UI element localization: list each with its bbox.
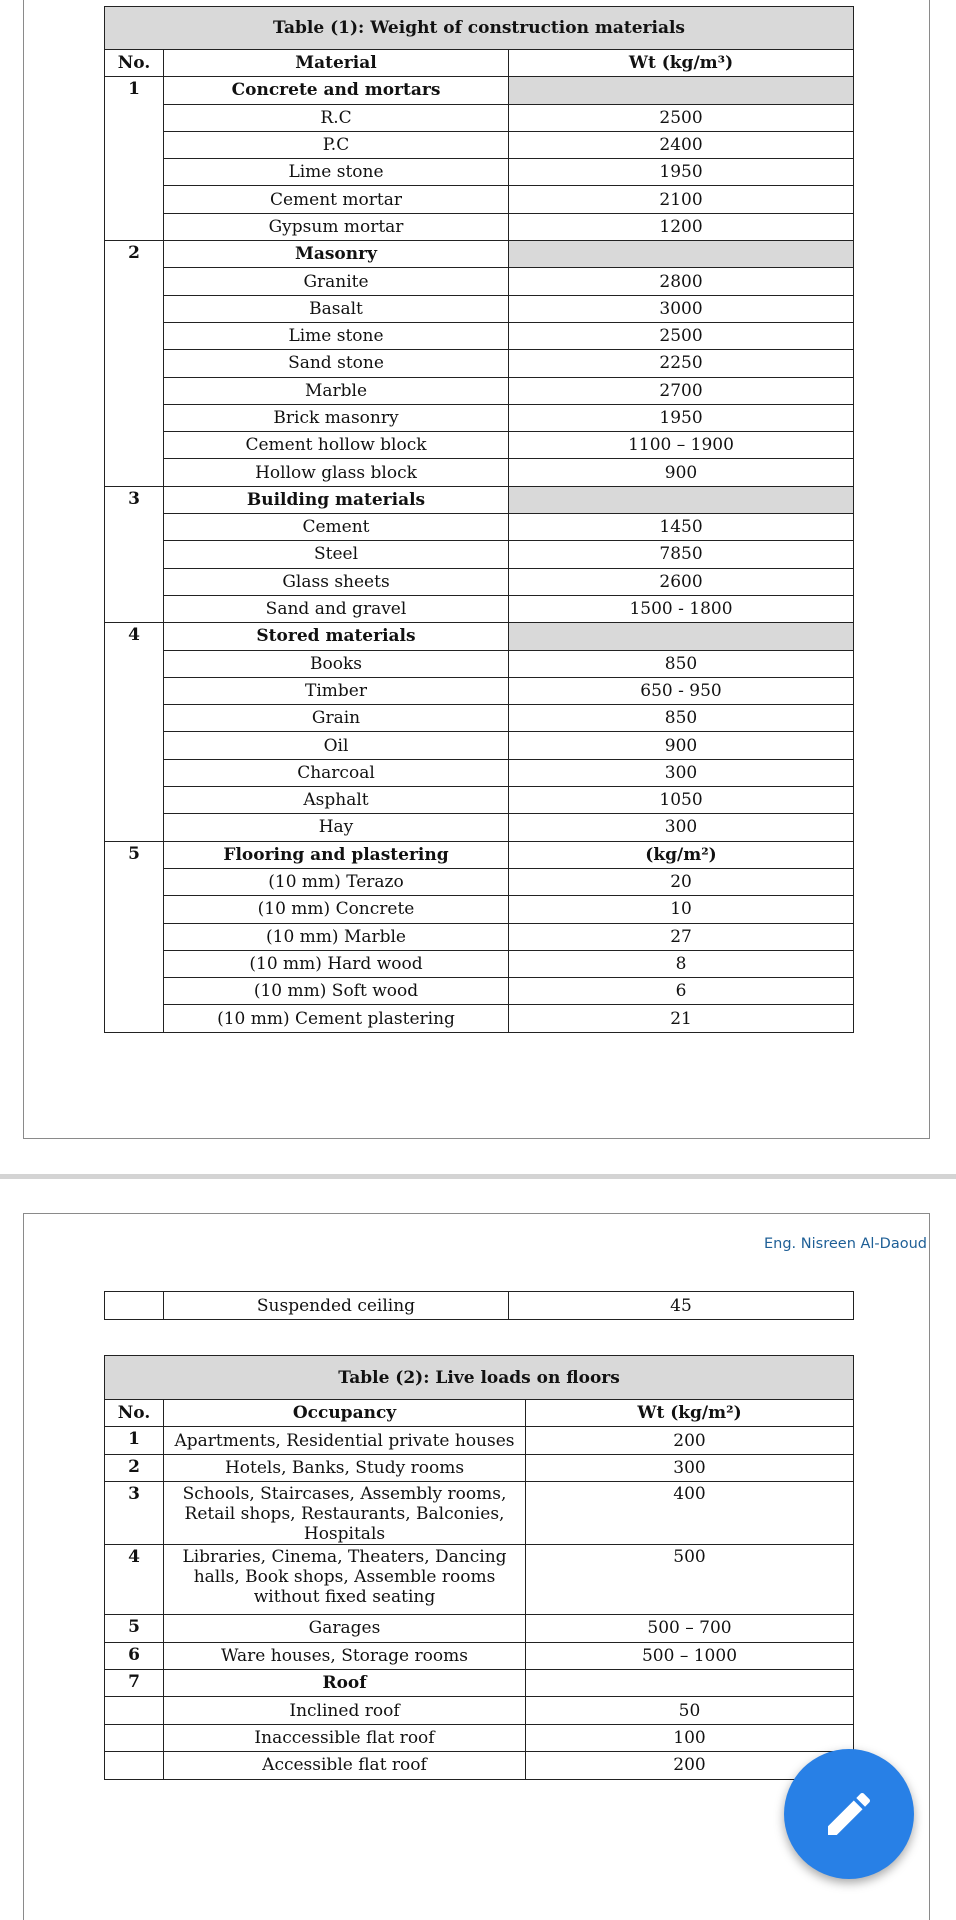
- table-row: [105, 1545, 854, 1615]
- weight-cell: 900: [509, 459, 854, 486]
- weight-cell: 850: [509, 650, 854, 677]
- weight-cell: 2100: [509, 186, 854, 213]
- weight-cell: 7850: [509, 541, 854, 568]
- group-row: [105, 241, 854, 268]
- weight-cell: 300: [526, 1454, 854, 1481]
- occupancy-cell: Libraries, Cinema, Theaters, Dancing halls, Book shops, Assemble rooms without fixed seating: [164, 1545, 526, 1615]
- material-cell: Lime stone: [164, 322, 509, 349]
- table-row: [105, 1427, 854, 1454]
- table-row: [105, 1615, 854, 1642]
- weight-cell: 2700: [509, 377, 854, 404]
- number-cell: 5: [105, 1615, 164, 1642]
- group-row: [105, 77, 854, 104]
- weight-cell: 3000: [509, 295, 854, 322]
- table-row: [105, 896, 854, 923]
- table-header-row: [105, 50, 854, 77]
- table-row: [105, 1482, 854, 1545]
- material-cell: Hollow glass block: [164, 459, 509, 486]
- weight-cell: 100: [526, 1724, 854, 1751]
- weight-cell: 200: [526, 1427, 854, 1454]
- group-number: 1: [105, 77, 164, 241]
- table-row: [105, 377, 854, 404]
- weight-cell: 1500 - 1800: [509, 595, 854, 622]
- table-row: [105, 541, 854, 568]
- table-title: Table (1): Weight of construction materials: [105, 7, 854, 50]
- table-row: [105, 595, 854, 622]
- header-weight: Wt (kg/m³): [509, 50, 854, 77]
- occupancy-cell: Inclined roof: [164, 1697, 526, 1724]
- number-cell: 2: [105, 1454, 164, 1481]
- group-number: 5: [105, 841, 164, 1032]
- header-material: Material: [164, 50, 509, 77]
- number-cell: [105, 1752, 164, 1779]
- material-cell: P.C: [164, 131, 509, 158]
- table-row: [105, 514, 854, 541]
- material-cell: Cement mortar: [164, 186, 509, 213]
- material-cell: Sand stone: [164, 350, 509, 377]
- material-cell: Gypsum mortar: [164, 213, 509, 240]
- table-row: [105, 1454, 854, 1481]
- group-unit: (kg/m²): [509, 841, 854, 868]
- material-cell: (10 mm) Hard wood: [164, 950, 509, 977]
- material-cell: (10 mm) Concrete: [164, 896, 509, 923]
- table-row: [105, 814, 854, 841]
- occupancy-cell: Ware houses, Storage rooms: [164, 1642, 526, 1669]
- table-row: [105, 1292, 854, 1320]
- material-cell: (10 mm) Soft wood: [164, 978, 509, 1005]
- table-row: [105, 1697, 854, 1724]
- header-no: No.: [105, 50, 164, 77]
- table-row: [105, 322, 854, 349]
- weight-cell: 1050: [509, 787, 854, 814]
- number-cell: 3: [105, 1482, 164, 1545]
- table-row: [105, 950, 854, 977]
- group-name: Masonry: [164, 241, 509, 268]
- table-row: [105, 1642, 854, 1669]
- weight-cell: 1950: [509, 159, 854, 186]
- occupancy-cell: Garages: [164, 1615, 526, 1642]
- number-cell: [105, 1292, 164, 1320]
- table-row: [105, 705, 854, 732]
- material-cell: Cement: [164, 514, 509, 541]
- occupancy-cell: Schools, Staircases, Assembly rooms, Retail shops, Restaurants, Balconies, Hospitals: [164, 1482, 526, 1545]
- group-row: [105, 623, 854, 650]
- table-row: [105, 1724, 854, 1751]
- material-cell: R.C: [164, 104, 509, 131]
- table-row: [105, 1005, 854, 1032]
- table-row: [105, 459, 854, 486]
- group-unit: [509, 486, 854, 513]
- weight-cell: 500 – 1000: [526, 1642, 854, 1669]
- table-row: [105, 159, 854, 186]
- table-row: [105, 213, 854, 240]
- weight-cell: 400: [526, 1482, 854, 1545]
- table-row: [105, 650, 854, 677]
- occupancy-cell: Inaccessible flat roof: [164, 1724, 526, 1751]
- table-row: [105, 978, 854, 1005]
- table-row: [105, 787, 854, 814]
- material-cell: Grain: [164, 705, 509, 732]
- material-cell: Suspended ceiling: [164, 1292, 509, 1320]
- table-row: [105, 104, 854, 131]
- group-row: [105, 486, 854, 513]
- table-row: [105, 568, 854, 595]
- table-title-row: [105, 7, 854, 50]
- live-loads-table: [104, 1355, 854, 1780]
- group-name: Stored materials: [164, 623, 509, 650]
- number-cell: 7: [105, 1669, 164, 1696]
- group-row: [105, 841, 854, 868]
- material-cell: Glass sheets: [164, 568, 509, 595]
- weight-cell: 50: [526, 1697, 854, 1724]
- material-cell: Books: [164, 650, 509, 677]
- material-cell: Marble: [164, 377, 509, 404]
- weight-cell: 20: [509, 868, 854, 895]
- group-unit: [509, 623, 854, 650]
- number-cell: 4: [105, 1545, 164, 1615]
- weight-cell: 900: [509, 732, 854, 759]
- table-row: [105, 432, 854, 459]
- table-row: [105, 131, 854, 158]
- table-row: [105, 677, 854, 704]
- weight-cell: 2400: [509, 131, 854, 158]
- weight-cell: 200: [526, 1752, 854, 1779]
- weight-cell: 650 - 950: [509, 677, 854, 704]
- material-cell: Brick masonry: [164, 404, 509, 431]
- material-cell: Steel: [164, 541, 509, 568]
- weight-cell: 500 – 700: [526, 1615, 854, 1642]
- material-cell: Timber: [164, 677, 509, 704]
- material-cell: Charcoal: [164, 759, 509, 786]
- table-row: [105, 268, 854, 295]
- group-name: Flooring and plastering: [164, 841, 509, 868]
- author-name: Eng. Nisreen Al-Daoud: [764, 1236, 927, 1252]
- group-unit: [509, 77, 854, 104]
- material-cell: Asphalt: [164, 787, 509, 814]
- weight-cell: 2250: [509, 350, 854, 377]
- number-cell: [105, 1697, 164, 1724]
- number-cell: [105, 1724, 164, 1751]
- group-number: 4: [105, 623, 164, 841]
- weight-cell: 300: [509, 759, 854, 786]
- group-number: 3: [105, 486, 164, 622]
- continued-materials-table: [104, 1291, 854, 1320]
- table-row: [105, 350, 854, 377]
- table-row: [105, 295, 854, 322]
- weight-cell: 1450: [509, 514, 854, 541]
- material-cell: (10 mm) Marble: [164, 923, 509, 950]
- weight-cell: [526, 1669, 854, 1696]
- table-title: Table (2): Live loads on floors: [105, 1356, 854, 1400]
- table-row: [105, 404, 854, 431]
- weight-cell: 2800: [509, 268, 854, 295]
- weight-cell: 1200: [509, 213, 854, 240]
- weight-cell: 2600: [509, 568, 854, 595]
- occupancy-cell: Hotels, Banks, Study rooms: [164, 1454, 526, 1481]
- occupancy-cell: Roof: [164, 1669, 526, 1696]
- table-title-row: [105, 1356, 854, 1400]
- construction-materials-table: [104, 6, 854, 1033]
- material-cell: Sand and gravel: [164, 595, 509, 622]
- edit-fab-button[interactable]: [784, 1749, 914, 1879]
- group-name: Concrete and mortars: [164, 77, 509, 104]
- weight-cell: 2500: [509, 322, 854, 349]
- header-no: No.: [105, 1400, 164, 1427]
- weight-cell: 2500: [509, 104, 854, 131]
- material-cell: Hay: [164, 814, 509, 841]
- number-cell: 6: [105, 1642, 164, 1669]
- occupancy-cell: Apartments, Residential private houses: [164, 1427, 526, 1454]
- material-cell: Lime stone: [164, 159, 509, 186]
- weight-cell: 21: [509, 1005, 854, 1032]
- table-row: [105, 732, 854, 759]
- weight-cell: 1950: [509, 404, 854, 431]
- number-cell: 1: [105, 1427, 164, 1454]
- page-separator: [0, 1174, 956, 1179]
- table-row: [105, 759, 854, 786]
- material-cell: Cement hollow block: [164, 432, 509, 459]
- weight-cell: 6: [509, 978, 854, 1005]
- table-row: [105, 923, 854, 950]
- weight-cell: 10: [509, 896, 854, 923]
- pencil-icon: [821, 1786, 877, 1842]
- weight-cell: 8: [509, 950, 854, 977]
- group-unit: [509, 241, 854, 268]
- material-cell: Basalt: [164, 295, 509, 322]
- table-row: [105, 1669, 854, 1696]
- header-occupancy: Occupancy: [164, 1400, 526, 1427]
- group-name: Building materials: [164, 486, 509, 513]
- weight-cell: 27: [509, 923, 854, 950]
- material-cell: (10 mm) Terazo: [164, 868, 509, 895]
- occupancy-cell: Accessible flat roof: [164, 1752, 526, 1779]
- table-row: [105, 1752, 854, 1779]
- header-weight: Wt (kg/m²): [526, 1400, 854, 1427]
- weight-cell: 45: [509, 1292, 854, 1320]
- group-number: 2: [105, 241, 164, 487]
- table-row: [105, 868, 854, 895]
- material-cell: Oil: [164, 732, 509, 759]
- table-header-row: [105, 1400, 854, 1427]
- table-row: [105, 186, 854, 213]
- weight-cell: 500: [526, 1545, 854, 1615]
- material-cell: (10 mm) Cement plastering: [164, 1005, 509, 1032]
- weight-cell: 1100 – 1900: [509, 432, 854, 459]
- material-cell: Granite: [164, 268, 509, 295]
- weight-cell: 850: [509, 705, 854, 732]
- weight-cell: 300: [509, 814, 854, 841]
